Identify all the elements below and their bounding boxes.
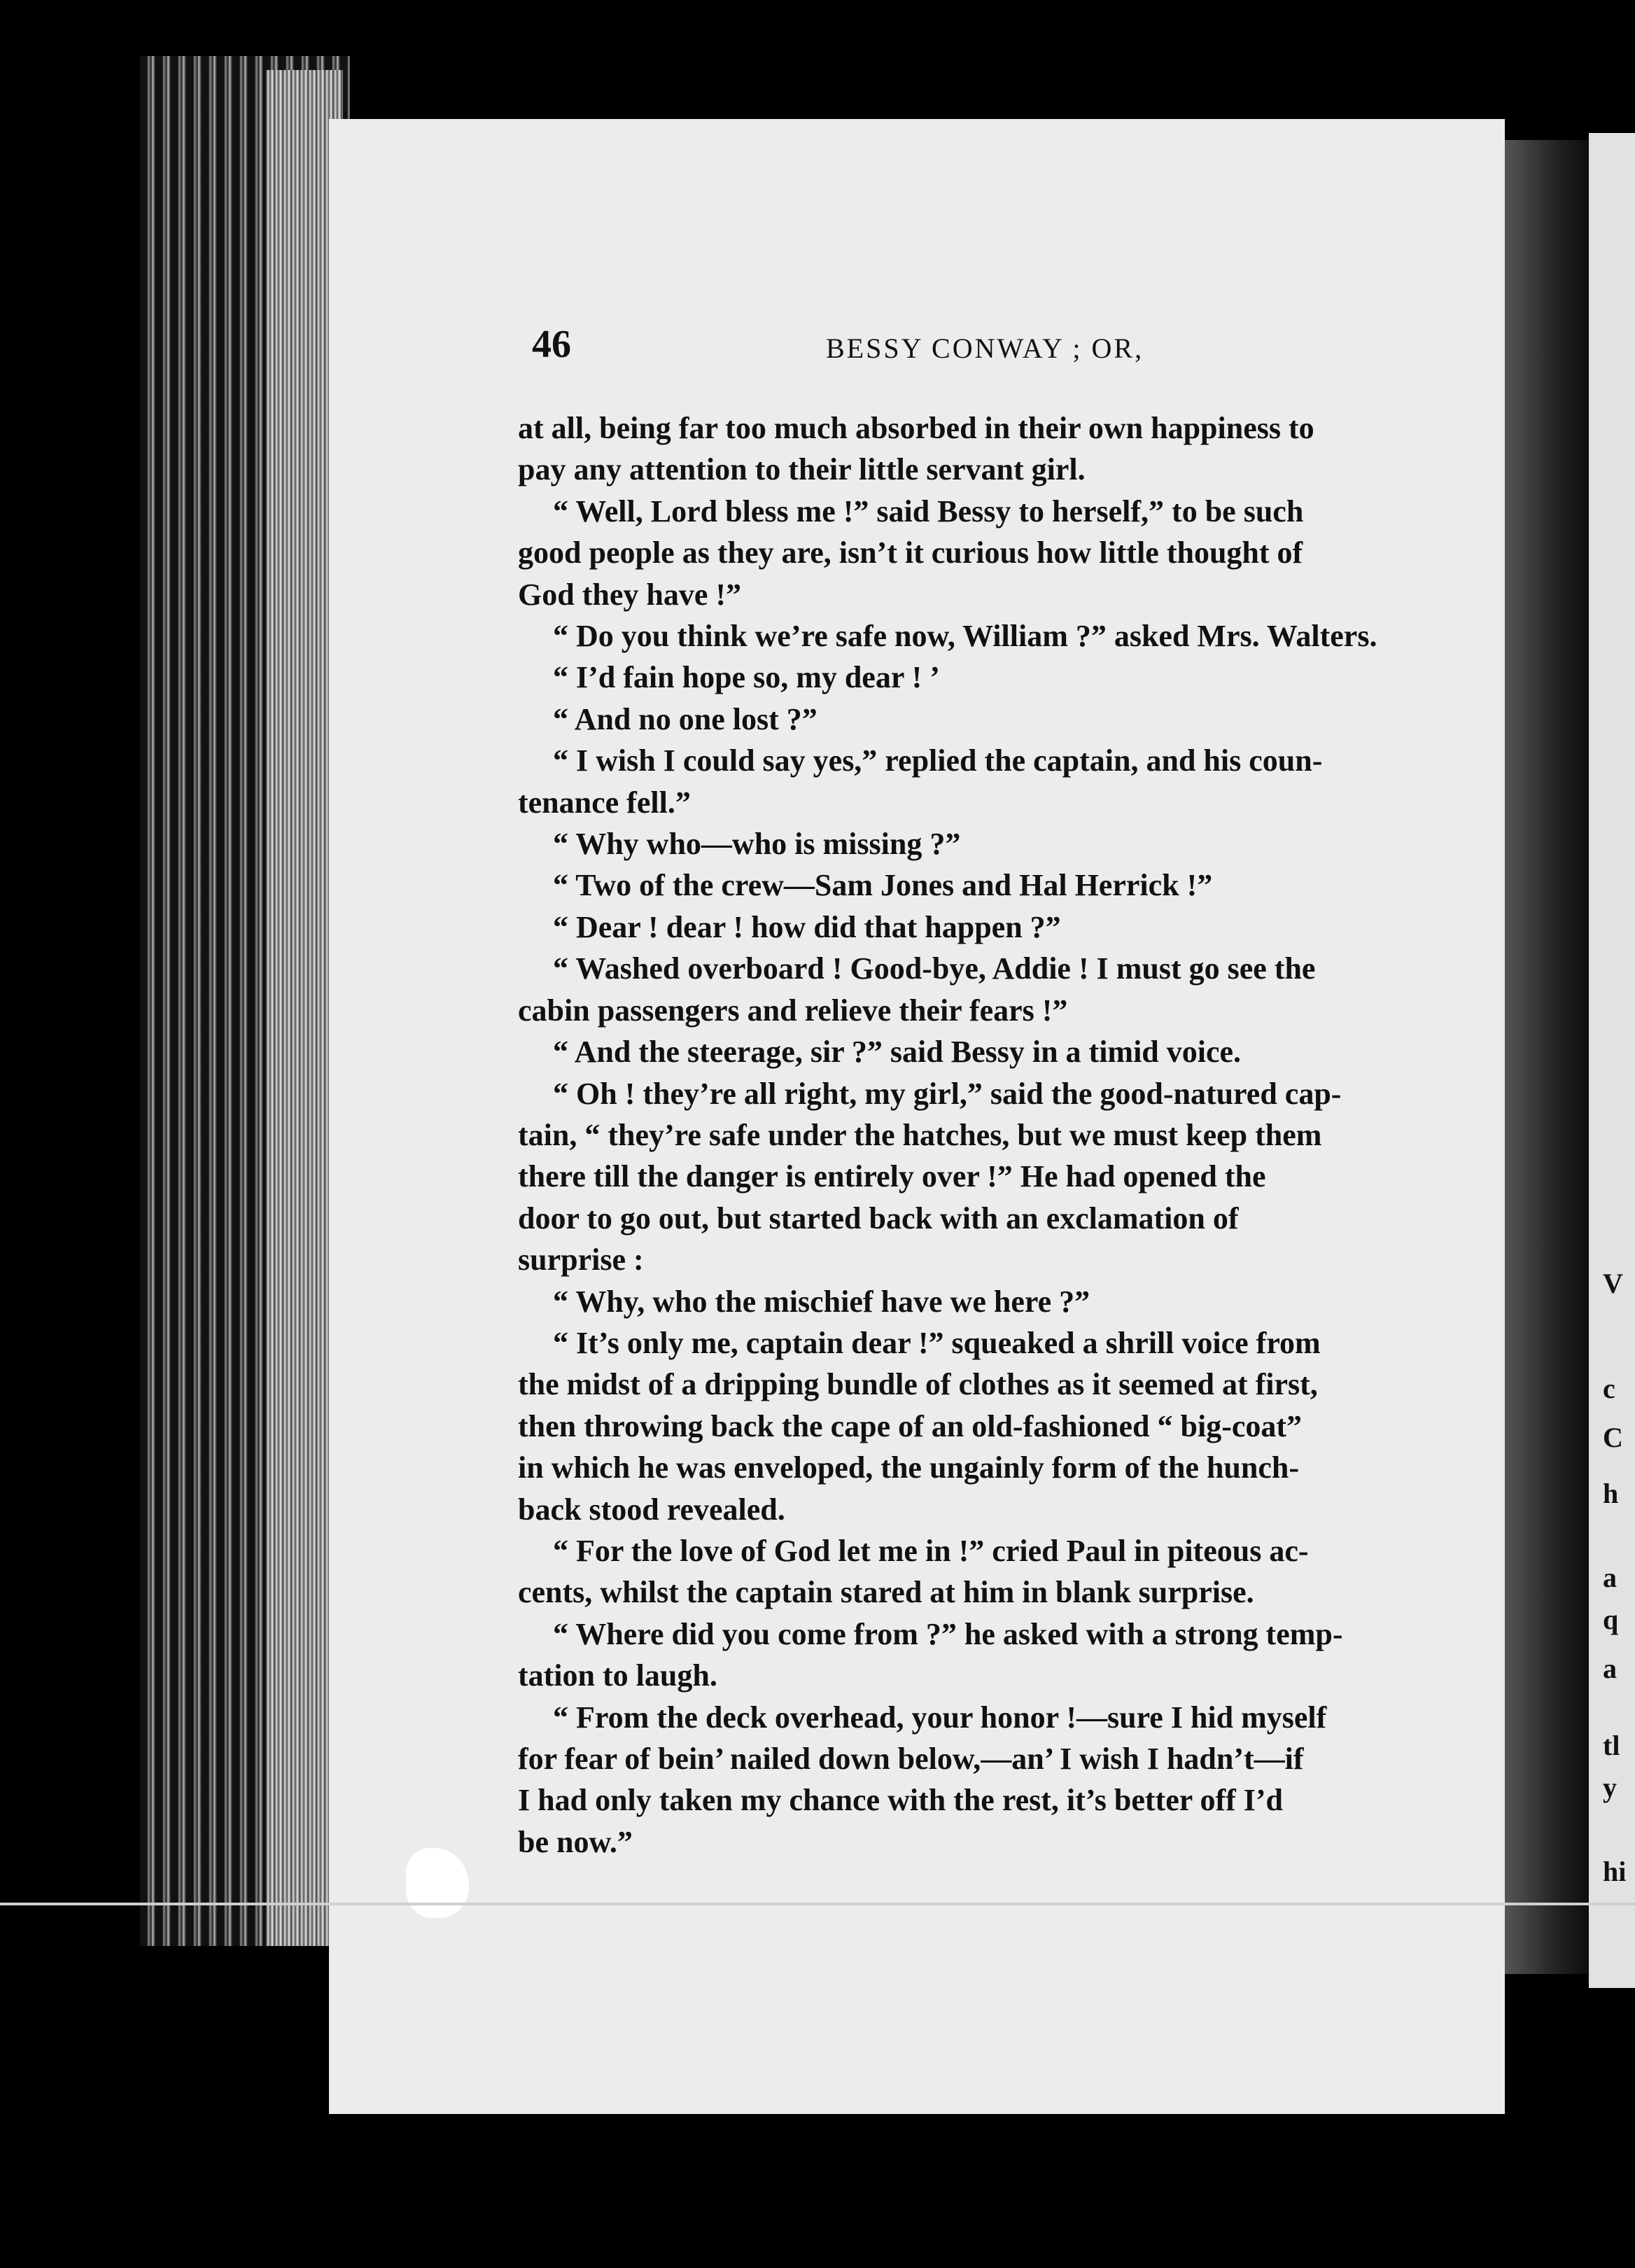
text-line: God they have !” xyxy=(518,577,741,612)
facing-page-letter: V xyxy=(1603,1268,1623,1299)
text-line: door to go out, but started back with an exclamation of xyxy=(518,1200,1239,1236)
text-line: “ I’d fain hope so, my dear ! ’ xyxy=(553,660,940,695)
text-line: back stood revealed. xyxy=(518,1492,785,1527)
text-line: “ And no one lost ?” xyxy=(553,701,818,736)
text-line: “ Dear ! dear ! how did that happen ?” xyxy=(553,909,1061,944)
text-line: “ Why, who the mischief have we here ?” xyxy=(553,1284,1090,1319)
scan-line xyxy=(0,1903,1635,1905)
facing-page-letter: hi xyxy=(1603,1856,1627,1887)
text-line: tenance fell.” xyxy=(518,785,691,820)
text-line: I had only taken my chance with the rest, it’s better off I’d xyxy=(518,1783,1284,1818)
page-number: 46 xyxy=(532,323,571,366)
text-line: “ It’s only me, captain dear !” squeaked a shrill voice from xyxy=(553,1325,1321,1360)
text-line: “ Oh ! they’re all right, my girl,” said the good-natured cap- xyxy=(553,1076,1342,1111)
text-line: there till the danger is entirely over !” He had opened the xyxy=(518,1159,1266,1194)
text-line: surprise : xyxy=(518,1242,644,1278)
text-line: “ I wish I could say yes,” replied the captain, and his coun- xyxy=(553,743,1323,778)
text-line: good people as they are, isn’t it curious how little thought of xyxy=(518,536,1303,570)
page-header xyxy=(532,322,1484,378)
text-line: “ Why who—who is missing ?” xyxy=(553,827,961,862)
text-line: “ Well, Lord bless me !” said Bessy to herself,” to be such xyxy=(553,493,1304,528)
text-line: tation to laugh. xyxy=(518,1658,717,1693)
text-line: “ Do you think we’re safe now, William ?” asked Mrs. Walters. xyxy=(553,619,1377,654)
text-line: pay any attention to their little servant girl. xyxy=(518,452,1086,487)
text-line: in which he was enveloped, the ungainly form of the hunch- xyxy=(518,1450,1300,1485)
facing-page-edge xyxy=(1589,133,1635,1988)
text-line: “ For the love of God let me in !” cried Paul in piteous ac- xyxy=(553,1533,1309,1568)
text-line: be now.” xyxy=(518,1824,633,1859)
text-line: then throwing back the cape of an old-fashioned “ big-coat” xyxy=(518,1408,1303,1443)
text-line: the midst of a dripping bundle of clothes as it seemed at first, xyxy=(518,1367,1318,1402)
text-line: for fear of bein’ nailed down below,—an’ I wish I hadn’t—if xyxy=(518,1742,1304,1776)
facing-page-letter: y xyxy=(1603,1772,1617,1803)
text-line: “ From the deck overhead, your honor !—sure I hid myself xyxy=(553,1700,1327,1735)
text-line: “ Washed overboard ! Good-bye, Addie ! I must go see the xyxy=(553,951,1316,986)
facing-page-letter: a xyxy=(1603,1562,1617,1593)
running-head: BESSY CONWAY ; OR, xyxy=(826,332,1144,364)
text-line: “ And the steerage, sir ?” said Bessy in a timid voice. xyxy=(553,1035,1242,1070)
facing-page-letter: q xyxy=(1603,1604,1619,1635)
facing-page-letter: tl xyxy=(1603,1730,1620,1761)
facing-page-letter: h xyxy=(1603,1478,1619,1509)
text-line: at all, being far too much absorbed in their own happiness to xyxy=(518,411,1314,445)
text-line: “ Where did you come from ?” he asked with a strong temp- xyxy=(553,1616,1343,1651)
text-line: cabin passengers and relieve their fears !” xyxy=(518,993,1068,1028)
facing-page-letter: c xyxy=(1603,1373,1615,1404)
facing-page-letter: a xyxy=(1603,1653,1617,1684)
text-line: “ Two of the crew—Sam Jones and Hal Herrick !” xyxy=(553,868,1213,903)
body-text xyxy=(518,407,1470,1863)
text-line: tain, “ they’re safe under the hatches, but we must keep them xyxy=(518,1117,1322,1152)
text-line: cents, whilst the captain stared at him in blank surprise. xyxy=(518,1575,1254,1610)
facing-page-letter: C xyxy=(1603,1422,1623,1453)
